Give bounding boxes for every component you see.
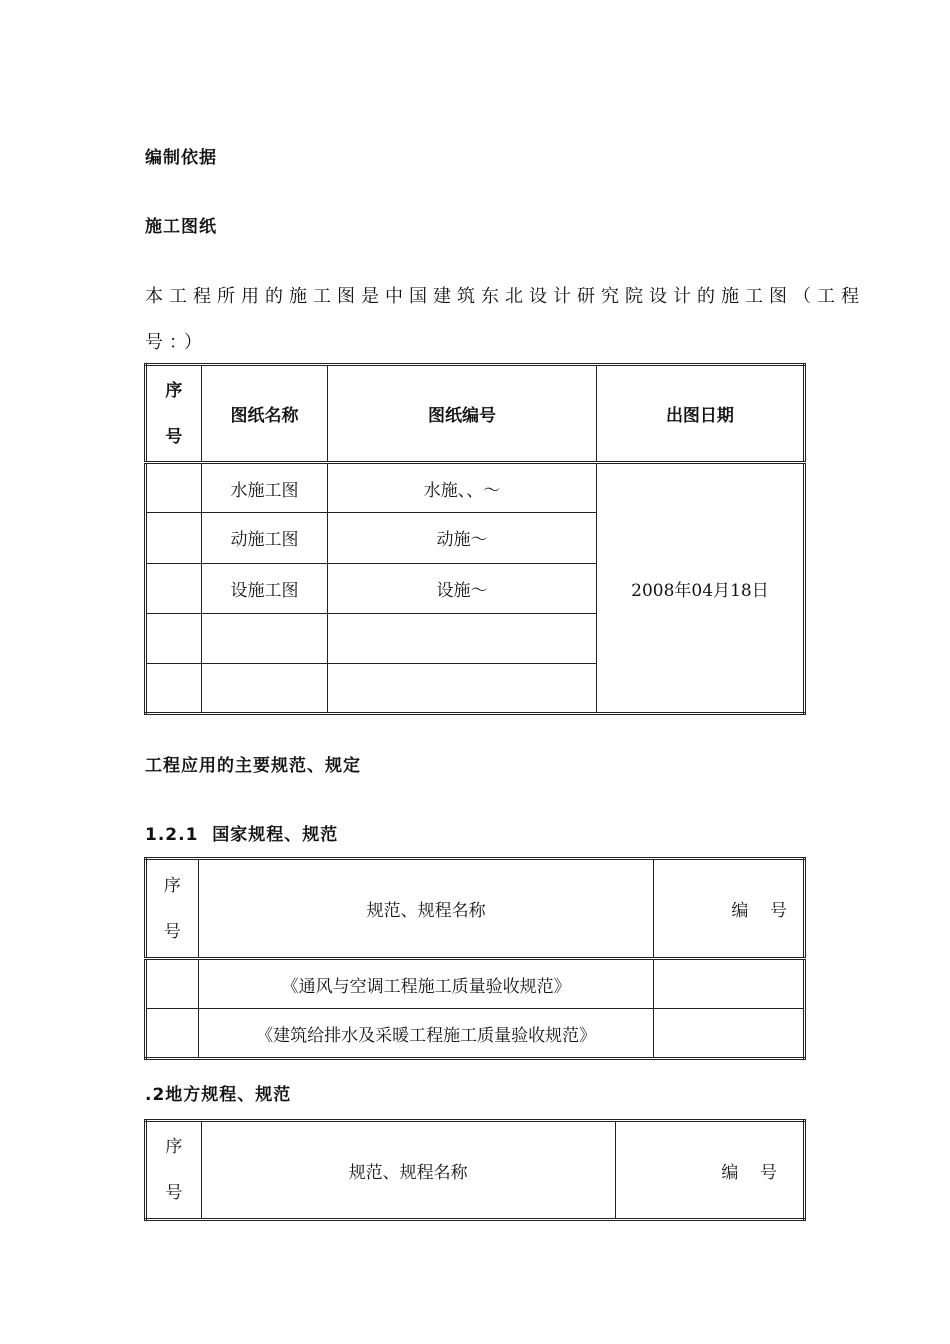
header-seq	[146, 859, 199, 959]
table-row	[146, 1009, 805, 1059]
header-seq	[146, 365, 202, 463]
heading-basis: 编制依据	[145, 148, 217, 168]
cell-name: 《建筑给排水及采暖工程施工质量验收规范》	[198, 1009, 654, 1059]
cell-name	[201, 613, 327, 663]
header-seq-2: 号	[163, 921, 181, 942]
cell-number	[654, 1009, 805, 1059]
drawing-table	[144, 363, 806, 715]
cell-number	[328, 663, 597, 713]
local-table-header	[146, 1121, 805, 1220]
drawing-table-header	[146, 365, 805, 463]
header-seq-1: 序	[163, 875, 181, 896]
header-number: 编 号	[615, 1121, 804, 1220]
intro-line-1: 本工程所用的施工图是中国建筑东北设计研究院设计的施工图（工程	[145, 286, 865, 307]
national-table	[144, 857, 806, 1060]
cell-seq	[146, 959, 199, 1009]
table-row	[146, 463, 805, 513]
cell-name: 水施工图	[201, 463, 327, 513]
header-seq	[146, 1121, 202, 1220]
cell-seq	[146, 1009, 199, 1059]
cell-seq	[146, 463, 202, 513]
header-number: 编 号	[654, 859, 805, 959]
table-row	[146, 959, 805, 1009]
cell-number	[328, 613, 597, 663]
heading-national: 1.2.1 国家规程、规范	[145, 825, 339, 845]
cell-name: 动施工图	[201, 513, 327, 563]
header-date: 出图日期	[596, 365, 804, 463]
header-seq-2: 号	[165, 1183, 183, 1203]
heading-drawings: 施工图纸	[145, 217, 217, 237]
heading-local: .2地方规程、规范	[145, 1085, 292, 1105]
national-table-header	[146, 859, 805, 959]
header-name: 规范、规程名称	[201, 1121, 615, 1220]
cell-number: 设施～	[328, 563, 597, 613]
header-seq-1: 序	[165, 380, 183, 401]
cell-number: 水施、、～	[328, 463, 597, 513]
heading-standards: 工程应用的主要规范、规定	[145, 756, 361, 776]
intro-line-2: 号：）	[145, 332, 208, 353]
header-number: 图纸编号	[328, 365, 597, 463]
cell-name: 《通风与空调工程施工质量验收规范》	[198, 959, 654, 1009]
cell-number: 动施～	[328, 513, 597, 563]
cell-seq	[146, 513, 202, 563]
header-name: 图纸名称	[201, 365, 327, 463]
cell-name: 设施工图	[201, 563, 327, 613]
cell-seq	[146, 613, 202, 663]
cell-date: 2008年04月18日	[596, 463, 804, 714]
header-seq-1: 序	[165, 1137, 183, 1157]
header-name: 规范、规程名称	[198, 859, 654, 959]
header-seq-2: 号	[165, 426, 183, 447]
local-table	[144, 1119, 806, 1221]
cell-seq	[146, 563, 202, 613]
cell-seq	[146, 663, 202, 713]
cell-number	[654, 959, 805, 1009]
cell-name	[201, 663, 327, 713]
